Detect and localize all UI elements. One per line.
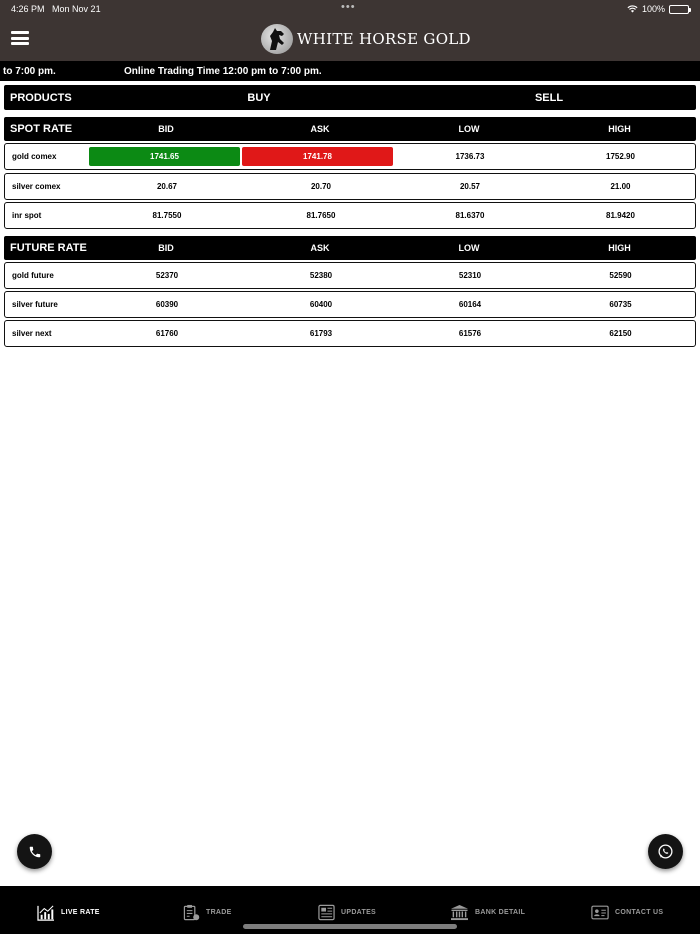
- column-high: HIGH: [608, 243, 631, 253]
- product-name: silver next: [12, 329, 52, 338]
- whatsapp-button[interactable]: [648, 834, 683, 869]
- home-indicator[interactable]: [243, 924, 457, 929]
- ask-value: 52380: [309, 271, 333, 280]
- column-bid: BID: [158, 124, 174, 134]
- low-value: 52310: [458, 271, 482, 280]
- low-value: 1736.73: [455, 152, 485, 161]
- high-value: 62150: [609, 329, 632, 338]
- ask-value-highlight: 1741.78: [242, 147, 393, 166]
- column-low: LOW: [458, 124, 480, 134]
- tab-label: UPDATES: [341, 909, 377, 916]
- table-row: [4, 262, 696, 289]
- brand: [261, 24, 471, 54]
- tab-label: BANK DETAIL: [475, 909, 526, 916]
- high-value: 21.00: [610, 182, 631, 191]
- battery-icon: [669, 5, 689, 14]
- table-row: [4, 173, 696, 200]
- table-row: [4, 143, 696, 170]
- tab-bank-detail[interactable]: [450, 894, 525, 931]
- table-row: [4, 202, 696, 229]
- battery-percent: 100%: [641, 4, 665, 14]
- ticker-message: Online Trading Time 12:00 pm to 7:00 pm.: [124, 66, 322, 77]
- column-low: LOW: [458, 243, 480, 253]
- high-value: 1752.90: [606, 152, 635, 161]
- menu-icon-bar: [11, 31, 29, 34]
- product-name: silver future: [12, 300, 58, 309]
- status-bar: [0, 0, 700, 18]
- product-name: inr spot: [12, 211, 42, 220]
- column-high: HIGH: [608, 124, 631, 134]
- spot-rate-header: [4, 117, 696, 141]
- multitasking-dots[interactable]: •••: [341, 1, 356, 13]
- tab-label: TRADE: [206, 909, 232, 916]
- column-ask: ASK: [310, 124, 330, 134]
- spot-rate-title: SPOT RATE: [10, 123, 73, 135]
- phone-icon: [28, 845, 42, 859]
- column-bid: BID: [158, 243, 174, 253]
- tab-label: LIVE RATE: [61, 909, 100, 916]
- product-name: silver comex: [12, 182, 61, 191]
- ask-value: 60400: [309, 300, 333, 309]
- low-value: 81.6370: [455, 211, 485, 220]
- ask-value: 20.70: [310, 182, 332, 191]
- bid-value: 20.67: [156, 182, 178, 191]
- bid-value: 81.7550: [152, 211, 182, 220]
- bid-value: 61760: [155, 329, 179, 338]
- brand-name: WHITE HORSE GOLD: [297, 30, 471, 48]
- bid-value: 60390: [155, 300, 179, 309]
- app-header: [0, 0, 700, 61]
- tab-contact-us[interactable]: [591, 894, 663, 931]
- low-value: 61576: [458, 329, 482, 338]
- status-time: 4:26 PM Mon Nov 21: [11, 4, 101, 14]
- ask-value: 61793: [309, 329, 333, 338]
- whatsapp-icon: [657, 843, 674, 860]
- future-rate-header: [4, 236, 696, 260]
- call-button[interactable]: [17, 834, 52, 869]
- low-value: 60164: [458, 300, 482, 309]
- products-label: PRODUCTS: [10, 91, 72, 104]
- column-ask: ASK: [310, 243, 330, 253]
- wifi-icon: [627, 5, 638, 13]
- trading-time-ticker: [0, 61, 700, 81]
- bid-value-highlight: 1741.65: [89, 147, 240, 166]
- sell-label: SELL: [534, 91, 564, 104]
- low-value: 20.57: [459, 182, 481, 191]
- tab-live-rate[interactable]: [37, 894, 100, 931]
- tab-label: CONTACT US: [615, 909, 664, 916]
- products-header: [4, 85, 696, 110]
- high-value: 52590: [609, 271, 632, 280]
- product-name: gold future: [12, 271, 54, 280]
- menu-icon-bar: [11, 37, 29, 40]
- future-rate-title: FUTURE RATE: [10, 242, 87, 254]
- high-value: 81.9420: [606, 211, 635, 220]
- newspaper-icon: [318, 904, 335, 921]
- clipboard-icon: [183, 904, 200, 921]
- bank-icon: [450, 904, 469, 921]
- tab-trade[interactable]: [183, 894, 232, 931]
- bid-value: 52370: [155, 271, 179, 280]
- buy-label: BUY: [247, 91, 271, 104]
- menu-button[interactable]: [11, 31, 29, 45]
- table-row: [4, 320, 696, 347]
- horse-logo-icon: [261, 24, 293, 54]
- ask-value: 81.7650: [306, 211, 336, 220]
- chart-icon: [37, 905, 55, 921]
- status-right: [627, 4, 689, 14]
- product-name: gold comex: [12, 152, 57, 161]
- table-row: [4, 291, 696, 318]
- ticker-tail: to 7:00 pm.: [3, 66, 56, 77]
- high-value: 60735: [609, 300, 632, 309]
- contact-card-icon: [591, 905, 609, 920]
- menu-icon-bar: [11, 42, 29, 45]
